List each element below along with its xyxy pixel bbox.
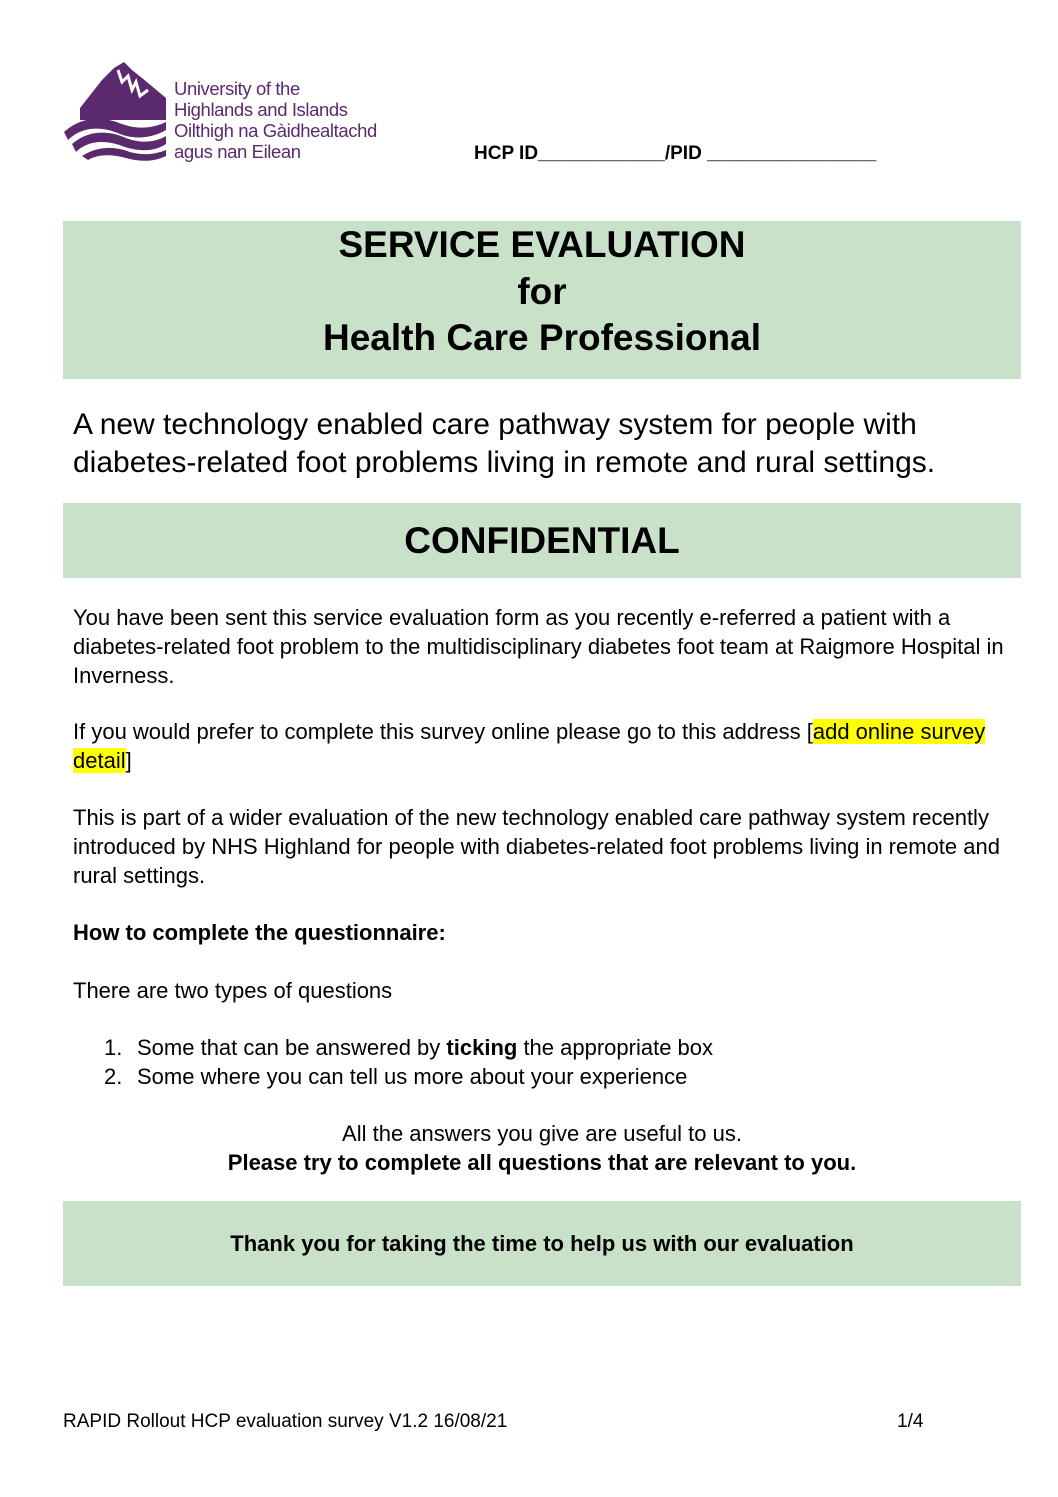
question-types-list bbox=[104, 1034, 1004, 1092]
list-text bbox=[137, 1034, 713, 1063]
title-band bbox=[63, 221, 1021, 379]
list-text: Some where you can tell us more about your experience bbox=[137, 1063, 688, 1089]
hcp-id-field[interactable]: HCP ID____________/PID ________________ bbox=[474, 143, 877, 164]
useful-note: All the answers you give are useful to us. bbox=[342, 1121, 742, 1146]
logo-line: Oilthigh na Gàidhealtachd bbox=[174, 120, 377, 141]
confidential-band bbox=[63, 503, 1021, 578]
list-text-post: the appropriate box bbox=[517, 1035, 714, 1060]
please-note: Please try to complete all questions that are relevant to you. bbox=[227, 1149, 857, 1175]
university-logo bbox=[62, 60, 392, 165]
list-text-pre: Some that can be answered by bbox=[137, 1035, 447, 1060]
online-survey-suffix: ] bbox=[125, 747, 132, 773]
list-text-bold: ticking bbox=[446, 1035, 518, 1060]
list-number: 1. bbox=[104, 1035, 123, 1060]
title-line-2: for bbox=[517, 270, 567, 312]
how-to-heading: How to complete the questionnaire: bbox=[73, 920, 446, 945]
closing-notes bbox=[63, 1120, 1021, 1178]
intro-paragraph: You have been sent this service evaluation form as you recently e-referred a patient with a diabetes-related foot problem to the multidisciplinary diabetes foot team at Raigmore Hospital in Inverness. bbox=[73, 605, 1004, 688]
logo-line: Highlands and Islands bbox=[174, 99, 348, 120]
online-survey-highlight[interactable]: add online survey detail bbox=[73, 719, 986, 773]
evaluation-paragraph: This is part of a wider evaluation of the new technology enabled care pathway system recently introduced by NHS Highland for people with diabetes-related foot problems living in remote and rural settings. bbox=[73, 805, 1000, 888]
list-number: 2. bbox=[104, 1063, 123, 1089]
footer-page-number: 1/4 bbox=[897, 1411, 924, 1432]
online-survey-text: If you would prefer to complete this survey online please go to this address [ bbox=[73, 719, 813, 744]
confidential-label: CONFIDENTIAL bbox=[404, 520, 680, 561]
mountain-logo-icon bbox=[62, 60, 172, 165]
logo-text bbox=[174, 78, 377, 162]
question-types-intro: There are two types of questions bbox=[73, 978, 393, 1003]
list-item bbox=[104, 1063, 1004, 1092]
online-survey-paragraph bbox=[73, 718, 1013, 776]
thanks-band bbox=[63, 1201, 1021, 1286]
list-item bbox=[104, 1034, 1004, 1063]
thanks-text: Thank you for taking the time to help us with our evaluation bbox=[230, 1231, 854, 1256]
logo-line: University of the bbox=[174, 78, 300, 99]
footer-version: RAPID Rollout HCP evaluation survey V1.2 16/08/21 bbox=[63, 1411, 508, 1432]
subtitle: A new technology enabled care pathway system for people with diabetes-related foot problems living in remote and rural settings. bbox=[73, 408, 936, 479]
title-line-1: SERVICE EVALUATION bbox=[338, 224, 746, 265]
logo-line: agus nan Eilean bbox=[174, 141, 301, 162]
title-line-3: Health Care Professional bbox=[323, 317, 761, 358]
